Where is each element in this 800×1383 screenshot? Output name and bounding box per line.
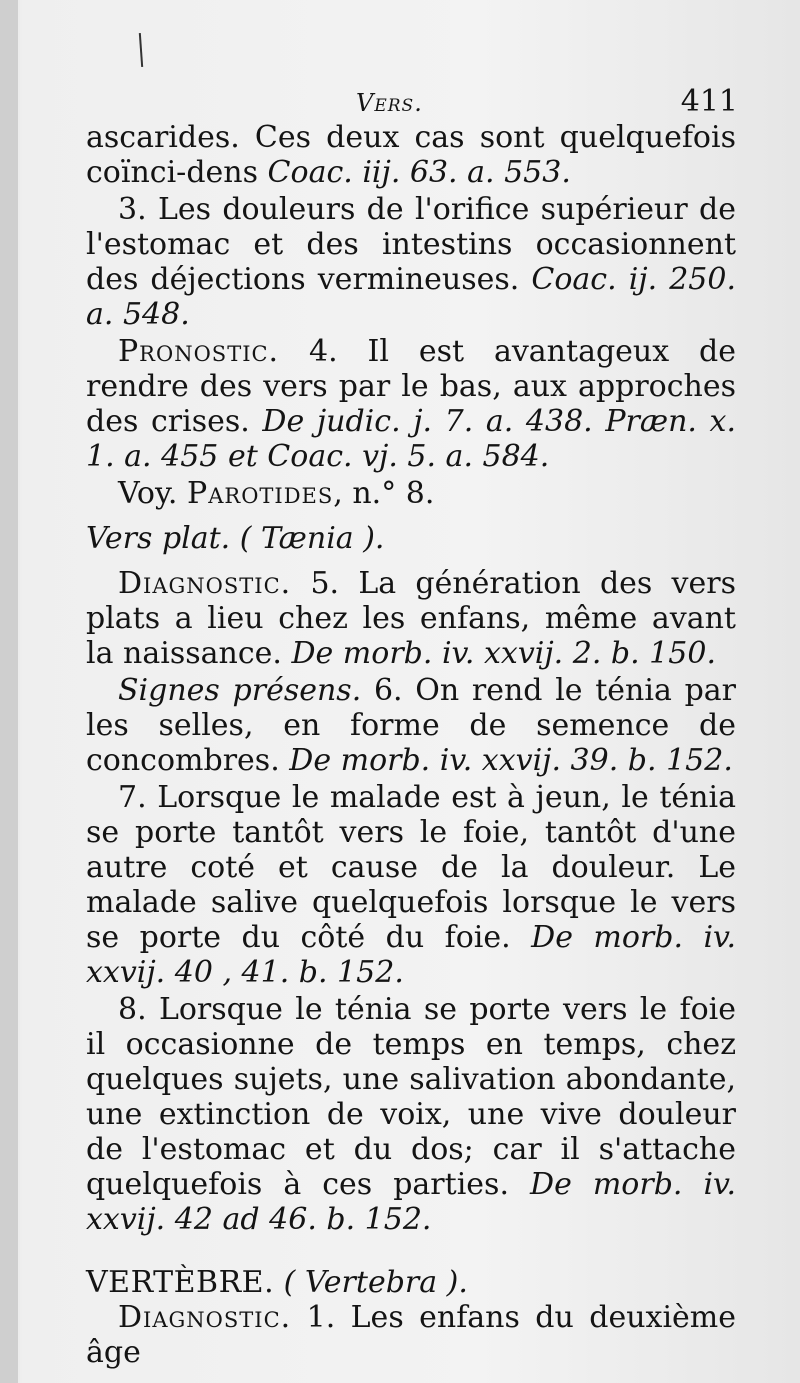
reference: Coac. ij. 250. a. 548. xyxy=(86,262,737,332)
section-label: Signes présens. xyxy=(118,673,362,708)
reference: Coac. vj. 5. a. 584. xyxy=(267,439,550,474)
page-gutter xyxy=(0,0,18,1383)
reference: 42 xyxy=(174,1202,213,1237)
cross-reference-word: Parotides xyxy=(187,476,334,511)
paragraph-5 xyxy=(86,566,736,671)
paragraph-text: 5. La génération des vers plats a lieu chez les enfans, même avant la naissance. xyxy=(86,566,736,671)
paragraph-text: ascarides. Ces deux cas sont quelquefois coïnci-dens xyxy=(86,120,736,190)
paragraph-3 xyxy=(86,192,736,332)
reference: De judic. j. 7. a. 438. xyxy=(262,404,593,439)
running-title: Vers. xyxy=(356,89,423,117)
paragraph-2-continued xyxy=(86,120,736,190)
paragraph-text: 7. Lorsque le malade est à jeun, le ténia se porte tantôt vers le foie, tantôt d'une autre coté et cause de la douleur. Le malade salive quelquefois lorsque le vers se porte du côté du foie. xyxy=(86,780,736,955)
section-title: VERTÈBRE. xyxy=(86,1265,275,1300)
reference: Præn. x. 1. a. 455 xyxy=(86,404,737,474)
reference: De morb. iv. xxvij. 40 , 41. b. 152. xyxy=(86,920,736,990)
reference: 46. b. 152. xyxy=(269,1202,432,1237)
paragraph-6 xyxy=(86,673,736,778)
paragraph-4 xyxy=(86,334,736,474)
paragraph-text: 3. Les douleurs de l'orifice supérieur de l'estomac et des intestins occasionnent des déjections vermineuses. xyxy=(86,192,736,297)
paragraph-7 xyxy=(86,780,736,990)
section-first-paragraph xyxy=(86,1300,736,1370)
cross-reference-prefix: Voy. xyxy=(118,476,178,511)
paragraph-text: 4. Il est avantageux de rendre des vers par le bas, aux approches des crises. xyxy=(86,334,736,439)
subheading: Vers plat. ( Tænia ). xyxy=(86,521,385,556)
cross-reference xyxy=(86,476,736,511)
section-heading xyxy=(86,1265,736,1300)
paragraph-text: 6. On rend le ténia par les selles, en forme de semence de concombres. xyxy=(86,673,736,778)
section-label: Diagnostic. xyxy=(118,1300,292,1335)
reference: De morb. iv. xxvij. 39. b. 152. xyxy=(289,743,733,778)
paragraph-text: 8. Lorsque le ténia se porte vers le foie il occasionne de temps en temps, chez quelques sujets, une salivation abondante, une extinction de voix, une vive douleur de l'estomac et du dos; car il s'attache quelquefois à ces parties. xyxy=(86,992,736,1202)
paragraph-text: 1. Les enfans du deuxième âge xyxy=(86,1300,736,1370)
ink-mark xyxy=(139,33,143,67)
reference-connector: et xyxy=(227,439,258,474)
reference: De morb. iv. xxvij. 2. b. 150. xyxy=(291,636,716,671)
page-header xyxy=(86,82,736,118)
page-number: 411 xyxy=(680,84,738,119)
reference: De morb. iv. xxvij. xyxy=(86,1167,736,1237)
cross-reference-suffix: , n.° 8. xyxy=(333,476,435,511)
paragraph-8 xyxy=(86,992,736,1237)
reference-connector: ad xyxy=(222,1202,260,1237)
reference: Coac. iij. 63. a. 553. xyxy=(267,155,571,190)
section-label: Pronostic. xyxy=(118,334,280,369)
section-vertebre xyxy=(86,1265,736,1370)
section-label: Diagnostic. xyxy=(118,566,292,601)
section-latin-name: ( Vertebra ). xyxy=(283,1265,468,1300)
page-content xyxy=(86,82,736,1370)
